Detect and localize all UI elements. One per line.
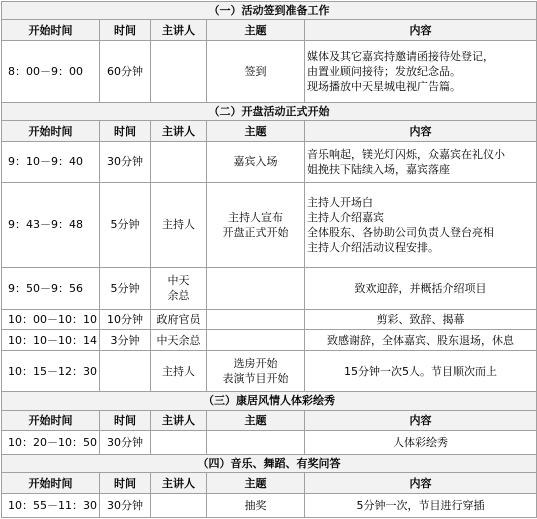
column-header-row: [2, 473, 537, 494]
col-header-speaker: 主讲人: [151, 473, 207, 494]
content-cell: [305, 267, 537, 309]
content-cell: [305, 309, 537, 330]
col-header-topic: 主题: [207, 121, 305, 142]
column-header-row: [2, 121, 537, 142]
start-time-cell: [2, 267, 100, 309]
section-title-row: [2, 102, 537, 120]
section-title: （三）康居风情人体彩绘秀: [2, 392, 537, 410]
cell-line: 8：00－9：00: [8, 64, 83, 78]
cell-line: 主持人介绍嘉宾: [307, 210, 384, 224]
table-row: [2, 309, 537, 330]
topic-cell: [207, 183, 305, 268]
table-row: [2, 41, 537, 103]
cell-line: 10分钟: [107, 313, 143, 327]
col-header-start-time: 开始时间: [2, 473, 100, 494]
start-time-cell: [2, 330, 100, 351]
speaker-cell: [151, 267, 207, 309]
cell-line: 主持人宣布: [228, 210, 283, 224]
cell-line: 30分钟: [107, 155, 143, 169]
cell-line: 30分钟: [107, 436, 143, 450]
col-header-start-time: 开始时间: [2, 410, 100, 431]
table-row: [2, 183, 537, 268]
cell-line: 选房开始: [233, 357, 278, 371]
cell-line: 音乐响起，镁光灯闪烁，众嘉宾在礼仪小: [307, 147, 505, 161]
table-row: [2, 330, 537, 351]
cell-line: 致欢迎辞，并概括介绍项目: [354, 281, 487, 295]
col-header-duration: 时间: [100, 20, 151, 41]
speaker-cell: [151, 431, 207, 455]
content-cell: [305, 351, 537, 392]
cell-line: 3分钟: [110, 333, 140, 347]
cell-line: 媒体及其它嘉宾持邀请函接待处登记，: [307, 49, 494, 63]
duration-cell: [100, 141, 151, 182]
section-title: （二）开盘活动正式开始: [2, 102, 537, 120]
start-time-cell: [2, 494, 100, 518]
table-row: [2, 431, 537, 455]
duration-cell: [100, 267, 151, 309]
start-time-cell: [2, 183, 100, 268]
cell-line: 现场播放中天星城电视广告篇。: [307, 79, 461, 93]
start-time-cell: [2, 141, 100, 182]
table-row: [2, 141, 537, 182]
topic-cell: [207, 431, 305, 455]
cell-line: 9：43－9：48: [8, 218, 83, 232]
col-header-content: 内容: [305, 410, 537, 431]
table-row: [2, 494, 537, 518]
col-header-start-time: 开始时间: [2, 20, 100, 41]
section-title: （四）音乐、舞蹈、有奖问答: [2, 455, 537, 473]
cell-line: 主持人介绍活动议程安排。: [307, 240, 439, 254]
column-header-row: [2, 20, 537, 41]
start-time-cell: [2, 41, 100, 103]
col-header-content: 内容: [305, 20, 537, 41]
col-header-duration: 时间: [100, 473, 151, 494]
content-cell: [305, 494, 537, 518]
col-header-content: 内容: [305, 473, 537, 494]
col-header-duration: 时间: [100, 410, 151, 431]
speaker-cell: [151, 141, 207, 182]
duration-cell: [100, 183, 151, 268]
section-title-row: [2, 455, 537, 473]
speaker-cell: [151, 351, 207, 392]
cell-line: 9：50－9：56: [8, 281, 83, 295]
cell-line: 5分钟一次，节目进行穿插: [356, 499, 485, 513]
cell-line: 政府官员: [156, 313, 201, 327]
cell-line: 5分钟: [110, 281, 140, 295]
cell-line: 10：10－10：14: [8, 333, 97, 347]
topic-cell: [207, 309, 305, 330]
start-time-cell: [2, 431, 100, 455]
topic-cell: [207, 141, 305, 182]
start-time-cell: [2, 351, 100, 392]
speaker-cell: [151, 330, 207, 351]
content-cell: [305, 330, 537, 351]
duration-cell: [100, 494, 151, 518]
table-row: [2, 267, 537, 309]
cell-line: 全体股东、各协助公司负责人登台亮相: [307, 225, 494, 239]
topic-cell: [207, 41, 305, 103]
content-cell: [305, 141, 537, 182]
cell-line: 10：55－11：30: [8, 499, 97, 513]
duration-cell: [100, 41, 151, 103]
cell-line: 中天余总: [156, 333, 201, 347]
col-header-speaker: 主讲人: [151, 20, 207, 41]
col-header-topic: 主题: [207, 20, 305, 41]
cell-line: 10：15－12：30: [8, 364, 97, 378]
topic-cell: [207, 267, 305, 309]
col-header-speaker: 主讲人: [151, 121, 207, 142]
cell-line: 60分钟: [107, 64, 143, 78]
duration-cell: [100, 309, 151, 330]
cell-line: 主持人开场白: [307, 195, 373, 209]
speaker-cell: [151, 309, 207, 330]
topic-cell: [207, 494, 305, 518]
cell-line: 10：00－10：10: [8, 313, 97, 327]
cell-line: 15分钟一次5人。节目顺次而上: [344, 364, 498, 378]
cell-line: 开盘正式开始: [222, 225, 289, 239]
col-header-topic: 主题: [207, 473, 305, 494]
cell-line: 30分钟: [107, 499, 143, 513]
cell-line: 10：20－10：50: [8, 436, 97, 450]
section-title: （一）活动签到准备工作: [2, 2, 537, 20]
duration-cell: [100, 330, 151, 351]
schedule-table: [1, 1, 537, 518]
cell-line: 5分钟: [110, 218, 140, 232]
col-header-speaker: 主讲人: [151, 410, 207, 431]
column-header-row: [2, 410, 537, 431]
content-cell: [305, 183, 537, 268]
col-header-start-time: 开始时间: [2, 121, 100, 142]
duration-cell: [100, 351, 151, 392]
cell-line: 中天: [167, 274, 190, 288]
cell-line: 嘉宾入场: [233, 155, 278, 169]
col-header-topic: 主题: [207, 410, 305, 431]
cell-line: 姐挽扶下陆续入场，嘉宾落座: [307, 162, 450, 176]
cell-line: 由置业顾问接待；发放纪念品。: [307, 64, 461, 78]
speaker-cell: [151, 494, 207, 518]
duration-cell: [100, 431, 151, 455]
content-cell: [305, 431, 537, 455]
content-cell: [305, 41, 537, 103]
cell-line: 签到: [244, 64, 267, 78]
topic-cell: [207, 330, 305, 351]
section-title-row: [2, 392, 537, 410]
cell-line: 人体彩绘秀: [393, 436, 449, 450]
start-time-cell: [2, 309, 100, 330]
cell-line: 抽奖: [244, 499, 267, 513]
table-row: [2, 351, 537, 392]
cell-line: 9：10－9：40: [8, 155, 83, 169]
cell-line: 表演节目开始: [222, 372, 289, 386]
speaker-cell: [151, 41, 207, 103]
section-title-row: [2, 2, 537, 20]
cell-line: 致感谢辞，全体嘉宾、股东退场，休息: [327, 333, 515, 347]
topic-cell: [207, 351, 305, 392]
col-header-duration: 时间: [100, 121, 151, 142]
cell-line: 余总: [167, 289, 190, 303]
cell-line: 主持人: [162, 364, 195, 378]
cell-line: 主持人: [162, 218, 195, 232]
cell-line: 剪彩、致辞、揭幕: [376, 313, 465, 327]
col-header-content: 内容: [305, 121, 537, 142]
speaker-cell: [151, 183, 207, 268]
